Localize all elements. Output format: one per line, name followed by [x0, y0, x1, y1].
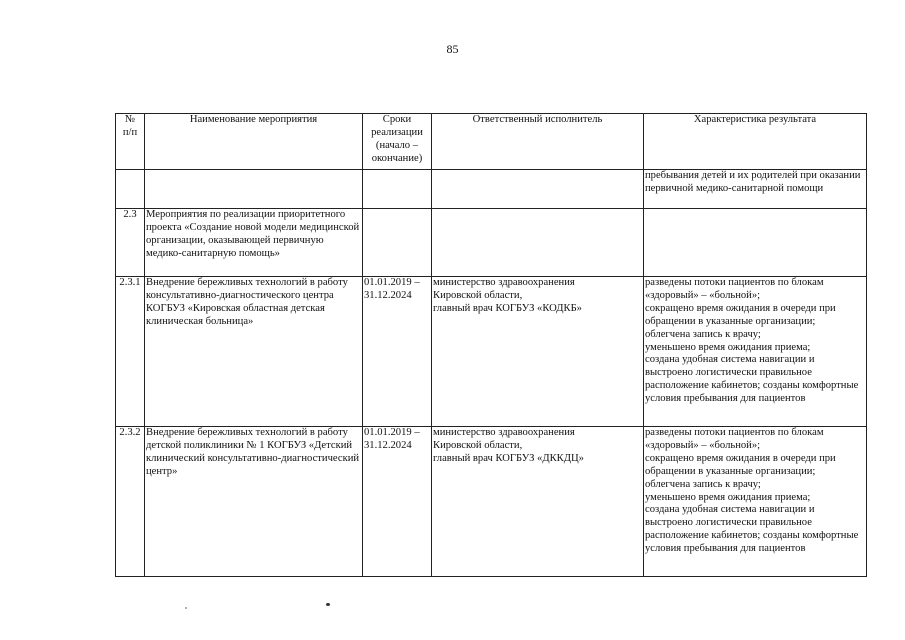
table-row [116, 209, 867, 277]
row-executor: министерство здравоохранения Кировской области, главный врач КОГБУЗ «КОДКБ» [432, 277, 644, 427]
row-executor: министерство здравоохранения Кировской области, главный врач КОГБУЗ «ДККДЦ» [432, 427, 644, 577]
row-measure-name: Мероприятия по реализации приоритетного проекта «Создание новой модели медицинской организации, оказывающей первичную медико-санитарную помощь» [145, 209, 363, 277]
row-measure-name [145, 170, 363, 209]
page-number: 85 [446, 42, 459, 56]
scan-speck [185, 607, 187, 609]
row-result: разведены потоки пациентов по блокам «здоровый» – «больной»; сокращено время ожидания в очереди при обращении в указанные организации; облегчена запись к врачу; уменьшено время ожидания приема; создана удобная система навигации и выстроено логистически правильное расположение кабинетов; созданы комфортные условия пребывания для пациентов [644, 427, 867, 577]
measures-table [115, 113, 867, 577]
row-executor [432, 170, 644, 209]
row-number: 2.3.2 [116, 427, 145, 577]
table-row [116, 427, 867, 577]
row-number: 2.3 [116, 209, 145, 277]
table-row [116, 277, 867, 427]
table-row [116, 170, 867, 209]
header-number: № п/п [116, 114, 145, 170]
row-period: 01.01.2019 – 31.12.2024 [363, 277, 432, 427]
row-number [116, 170, 145, 209]
row-period [363, 209, 432, 277]
header-executor: Ответственный исполнитель [432, 114, 644, 170]
row-period: 01.01.2019 – 31.12.2024 [363, 427, 432, 577]
header-period: Сроки реализации (начало – окончание) [363, 114, 432, 170]
table-header-row [116, 114, 867, 170]
row-measure-name: Внедрение бережливых технологий в работу детской поликлиники № 1 КОГБУЗ «Детский клинический консультативно-диагностический центр» [145, 427, 363, 577]
row-result: пребывания детей и их родителей при оказании первичной медико-санитарной помощи [644, 170, 867, 209]
row-result [644, 209, 867, 277]
row-period [363, 170, 432, 209]
row-measure-name: Внедрение бережливых технологий в работу консультативно-диагностического центра КОГБУЗ «Кировская областная детская клиническая больница» [145, 277, 363, 427]
header-result: Характеристика результата [644, 114, 867, 170]
row-result: разведены потоки пациентов по блокам «здоровый» – «больной»; сокращено время ожидания в очереди при обращении в указанные организации; облегчена запись к врачу; уменьшено время ожидания приема; создана удобная система навигации и выстроено логистически правильное расположение кабинетов; созданы комфортные условия пребывания для пациентов [644, 277, 867, 427]
row-executor [432, 209, 644, 277]
header-measure-name: Наименование мероприятия [145, 114, 363, 170]
scan-speck [326, 603, 330, 606]
row-number: 2.3.1 [116, 277, 145, 427]
